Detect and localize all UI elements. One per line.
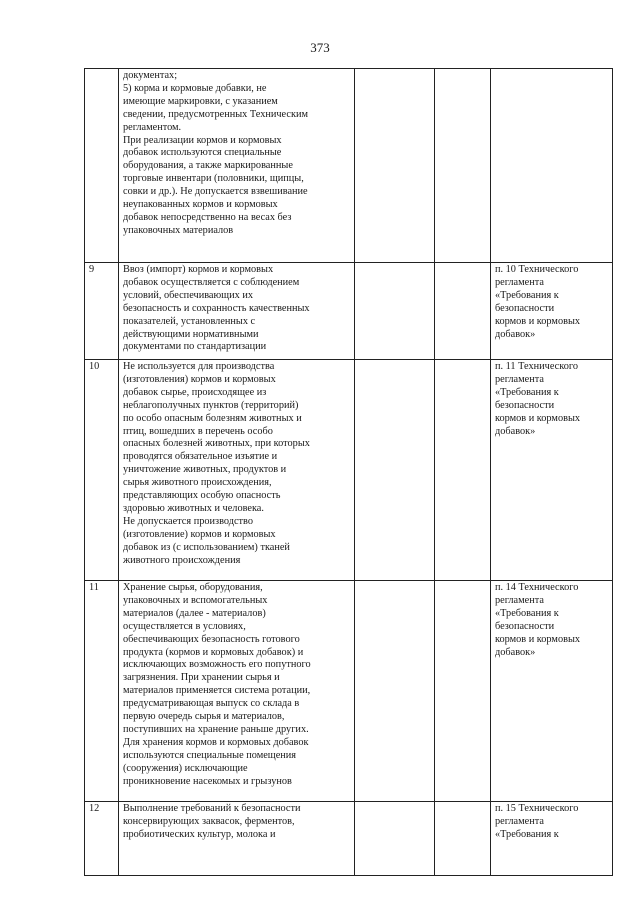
reference-line: безопасности — [495, 399, 555, 411]
requirement-line: условий, обеспечивающих их — [123, 289, 254, 301]
requirement-line: здоровью животных и человека. — [123, 502, 264, 514]
requirement-line: консервирующих заквасок, ферментов, — [123, 815, 295, 827]
empty-cell — [355, 360, 435, 581]
requirement-line: регламентом. — [123, 121, 182, 133]
requirement-line: уничтожение животных, продуктов и — [123, 464, 287, 476]
page-number: 373 — [310, 40, 330, 55]
row-number — [85, 69, 119, 263]
requirement-line: птиц, вошедших в перечень особо — [123, 425, 273, 437]
reference-line: п. 14 Технического — [495, 582, 579, 593]
reference-line: регламента — [495, 373, 544, 385]
requirement-line: Хранение сырья, оборудования, — [123, 582, 263, 593]
requirement-text — [119, 263, 355, 360]
empty-cell — [435, 581, 491, 802]
regulation-reference — [491, 802, 613, 876]
reference-line: регламента — [495, 815, 544, 827]
requirement-line: Не допускается производство — [123, 515, 253, 527]
requirement-line: торговые инвентари (половники, щипцы, — [123, 173, 304, 185]
reference-line: п. 11 Технического — [495, 361, 578, 372]
reference-line: «Требования к — [495, 386, 559, 398]
requirement-line: (изготовление) кормов и кормовых — [123, 528, 276, 540]
requirement-line: опасных болезней животных, при которых — [123, 438, 310, 450]
requirement-line: проводятся обязательное изъятие и — [123, 451, 278, 463]
requirement-line: (сооружения) исключающие — [123, 762, 248, 774]
row-number: 10 — [85, 360, 119, 581]
requirement-line: При реализации кормов и кормовых — [123, 134, 282, 146]
table-row — [85, 360, 613, 581]
requirement-line: добавок непосредственно на весах без — [123, 211, 292, 223]
requirement-text — [119, 581, 355, 802]
requirement-line: проникновение насекомых и грызунов — [123, 775, 292, 787]
requirement-line: документах; — [123, 70, 178, 81]
reference-line: п. 15 Технического — [495, 803, 579, 814]
reference-line: «Требования к — [495, 607, 559, 619]
requirement-line: обеспечивающих безопасность готового — [123, 633, 300, 645]
row-number: 11 — [85, 581, 119, 802]
empty-cell — [435, 360, 491, 581]
requirements-table — [84, 68, 613, 876]
requirement-text — [119, 69, 355, 263]
requirement-line: Для хранения кормов и кормовых добавок — [123, 736, 309, 748]
regulation-reference — [491, 581, 613, 802]
regulation-reference — [491, 360, 613, 581]
requirement-line: добавок осуществляется с соблюдением — [123, 276, 300, 288]
row-number: 9 — [85, 263, 119, 360]
requirement-line: (изготовления) кормов и кормовых — [123, 373, 276, 385]
requirement-line: первую очередь сырья и материалов, — [123, 711, 285, 723]
reference-line: п. 10 Технического — [495, 264, 579, 275]
requirement-line: показателей, установленных с — [123, 315, 256, 327]
requirement-line: Ввоз (импорт) кормов и кормовых — [123, 264, 274, 275]
reference-line: добавок» — [495, 646, 536, 658]
requirement-line: неупакованных кормов и кормовых — [123, 199, 278, 211]
requirement-line: действующими нормативными — [123, 328, 259, 340]
reference-line: безопасности — [495, 302, 555, 314]
requirement-line: используются специальные помещения — [123, 749, 297, 761]
requirement-line: сырья животного происхождения, — [123, 477, 272, 489]
requirement-line: добавок используются специальные — [123, 147, 282, 159]
reference-line: кормов и кормовых — [495, 633, 581, 645]
empty-cell — [355, 802, 435, 876]
regulation-reference — [491, 263, 613, 360]
requirement-line: совки и др.). Не допускается взвешивание — [123, 186, 308, 198]
reference-line: кормов и кормовых — [495, 412, 581, 424]
reference-line: «Требования к — [495, 828, 559, 840]
requirement-line: предусматривающая выпуск со склада в — [123, 698, 300, 710]
row-number: 12 — [85, 802, 119, 876]
requirement-line: 5) корма и кормовые добавки, не — [123, 82, 267, 94]
reference-line: «Требования к — [495, 289, 559, 301]
requirement-text — [119, 802, 355, 876]
requirement-line: животного происхождения — [123, 554, 241, 566]
table-row — [85, 581, 613, 802]
empty-cell — [355, 69, 435, 263]
requirement-line: добавок сырье, происходящее из — [123, 386, 267, 398]
requirement-line: оборудования, а также маркированные — [123, 160, 293, 172]
empty-cell — [435, 263, 491, 360]
empty-cell — [355, 581, 435, 802]
regulation-reference — [491, 69, 613, 263]
empty-cell — [435, 802, 491, 876]
requirement-line: исключающих возможность его попутного — [123, 659, 311, 671]
empty-cell — [355, 263, 435, 360]
requirement-line: упаковочных материалов — [123, 224, 234, 236]
requirement-line: добавок из (с использованием) тканей — [123, 541, 290, 553]
reference-line: безопасности — [495, 620, 555, 632]
requirement-line: документами по стандартизации — [123, 341, 267, 353]
requirement-line: упаковочных и вспомогательных — [123, 594, 268, 606]
requirement-line: Выполнение требований к безопасности — [123, 803, 301, 814]
reference-line: регламента — [495, 276, 544, 288]
requirement-line: Не используется для производства — [123, 361, 275, 372]
requirement-line: неблагополучных пунктов (территорий) — [123, 399, 299, 411]
requirement-text — [119, 360, 355, 581]
requirement-line: пробиотических культур, молока и — [123, 828, 276, 840]
requirement-line: сведении, предусмотренных Техническим — [123, 108, 308, 120]
requirement-line: представляющих особую опасность — [123, 490, 281, 502]
reference-line: кормов и кормовых — [495, 315, 581, 327]
requirement-line: безопасность и сохранность качественных — [123, 302, 310, 314]
table-row — [85, 263, 613, 360]
requirement-line: материалов (далее - материалов) — [123, 607, 266, 619]
requirement-line: продукта (кормов и кормовых добавок) и — [123, 646, 304, 658]
requirement-line: имеющие маркировки, с указанием — [123, 95, 278, 107]
reference-line: регламента — [495, 594, 544, 606]
empty-cell — [435, 69, 491, 263]
table-row — [85, 802, 613, 876]
reference-line: добавок» — [495, 328, 536, 340]
requirement-line: материалов применяется система ротации, — [123, 685, 311, 697]
table-row — [85, 69, 613, 263]
requirement-line: загрязнения. При хранении сырья и — [123, 672, 280, 684]
requirement-line: осуществляется в условиях, — [123, 620, 246, 632]
reference-line: добавок» — [495, 425, 536, 437]
requirement-line: поступивших на хранение раньше других. — [123, 723, 309, 735]
requirement-line: по особо опасным болезням животных и — [123, 412, 302, 424]
